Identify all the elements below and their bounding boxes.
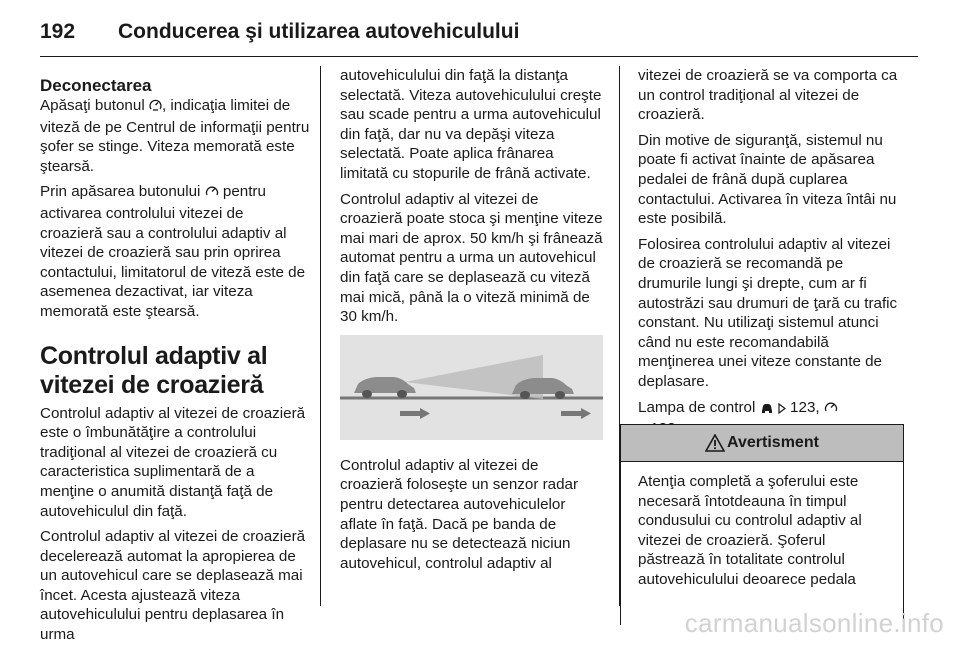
column-1 (40, 66, 310, 651)
column-3 (638, 66, 903, 447)
cruise-control-icon (205, 184, 219, 204)
paragraph: Controlul adaptiv al vitezei de croazieră foloseşte un senzor radar pentru detectarea autovehiculelor aflate în faţă. Dacă pe banda de deplasare nu se detectează niciun autovehicul, controlul adaptiv al (340, 456, 579, 572)
speed-limiter-icon (149, 98, 162, 118)
warning-triangle-icon (705, 434, 725, 452)
radar-illustration (340, 335, 603, 440)
page-header (40, 8, 920, 56)
paragraph: Apăsaţi butonul , indicaţia limitei de viteză de pe Centrul de informaţii pentru şofer se stinge. Viteza memorată este ştearsă. (40, 97, 310, 175)
warning-header (621, 425, 903, 462)
chapter-title: Conducerea şi utilizarea autovehiculului (118, 20, 520, 43)
warning-title: Avertisment (727, 434, 819, 451)
paragraph: vitezei de croazieră se va comporta ca un control tradiţional al vitezei de croazieră. (638, 67, 898, 124)
paragraph: Lampa de control 123, (638, 398, 903, 441)
subheading-deconectarea: Deconectarea (40, 76, 152, 95)
cruise-control-icon (824, 400, 838, 420)
paragraph: Din motive de siguranţă, sistemul nu poate fi activat înainte de apăsarea pedalei de frână după cuplarea contactului. Activarea în viteza întâi nu este posibilă. (638, 131, 897, 228)
paragraph: Prin apăsarea butonului pentru activarea controlului vitezei de croazieră sau a controlului adaptiv al vitezei de croazieră sau prin oprirea contactului, limitatorul de viteză este de asemenea dezactivat, iar viteza memorată este ştearsă. (40, 183, 306, 320)
paragraph: Controlul adaptiv al vitezei de croazieră este o îmbunătăţire a controlului tradiţional al vitezei de croazieră cu caracteristica suplimentară de a menţine o anumită distanţă faţă de autovehiculul din faţă. (40, 404, 306, 520)
page-number: 192 (40, 20, 76, 43)
column-divider-1 (320, 66, 321, 606)
header-rule (40, 56, 918, 57)
paragraph: Controlul adaptiv al vitezei de croazieră poate stoca şi menţine viteze mai mari de aprox. 50 km/h şi frânează automat pentru a urma un autovehicul din faţă care se deplasează cu viteză mai mică, până la o viteză minimă de 30 km/h. (340, 190, 603, 326)
car-control-lamp-icon (760, 400, 774, 420)
paragraph: Folosirea controlului adaptiv al vitezei de croazieră se recomandă pe drumurile lungi şi drepte, cum ar fi autostrăzi sau drumuri de ţară cu trafic constant. Nu utilizaţi sistemul atunci când nu este recomandabilă menţinerea unei viteze constante de deplasare. (638, 235, 898, 390)
column-2 (340, 66, 605, 579)
section-title: Controlul adaptiv al vitezei de croazieră (40, 341, 268, 399)
paragraph: Controlul adaptiv al vitezei de croazieră decelerează automat la apropierea de un autovehicul care se deplasează mai încet. Acesta ajustează viteza autovehiculului pentru deplasarea în urma (40, 528, 306, 644)
warning-box (620, 424, 904, 625)
paragraph: autovehiculului din faţă la distanţa selectată. Viteza autovehiculului creşte sau scade pentru a urma autovehiculul din faţă, dar nu va depăşi viteza selectată. Poate aplica frânarea limitată cu stopurile de frână activate. (340, 67, 602, 182)
warning-text: Atenţia completă a şoferului este necesară întotdeauna în timpul condusului cu controlul adaptiv al vitezei de croazieră. Şoferul păstrează în totalitate controlul autovehiculului deoarece pedala (638, 473, 862, 588)
watermark: carmanualsonline.info (684, 608, 944, 638)
page-reference-icon (778, 400, 786, 420)
